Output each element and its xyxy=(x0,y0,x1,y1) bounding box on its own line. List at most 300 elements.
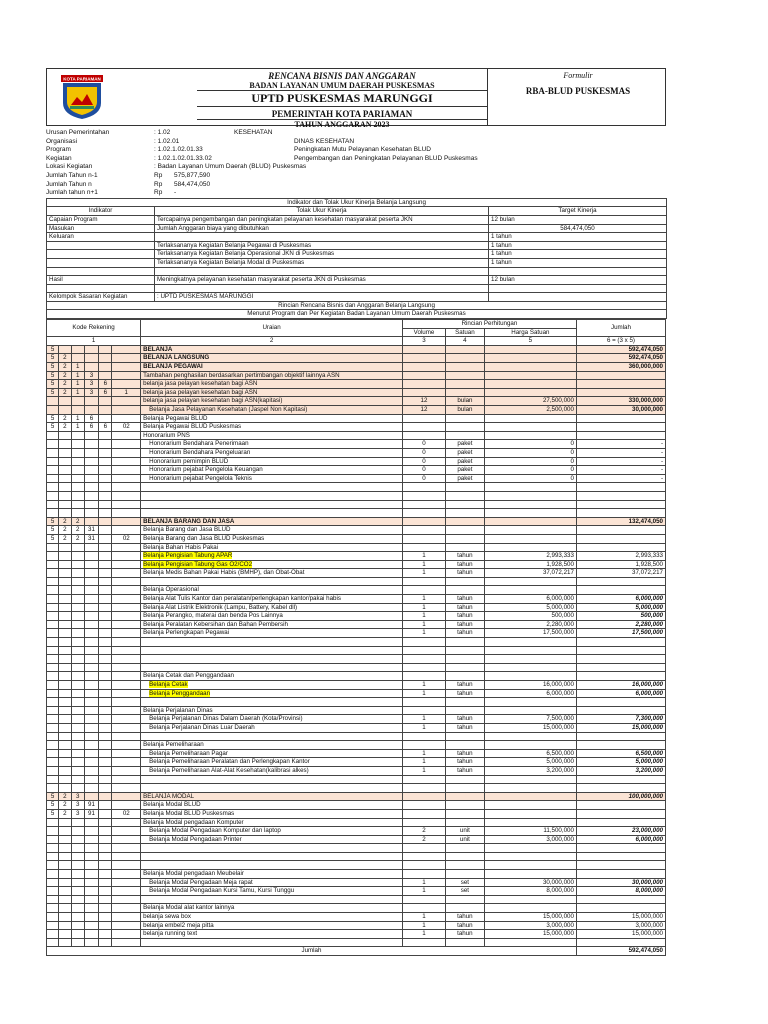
kode-cell xyxy=(112,792,141,801)
satuan-cell: unit xyxy=(445,835,484,844)
uraian-cell: Honorarium PNS xyxy=(141,431,403,440)
budget-row xyxy=(47,689,666,698)
kode-cell xyxy=(71,689,84,698)
kode-cell xyxy=(112,517,141,526)
info-desc: DINAS KESEHATAN xyxy=(294,137,355,145)
kode-cell xyxy=(112,646,141,655)
info-key: Urusan Pemerintahan xyxy=(46,129,110,136)
budget-row xyxy=(47,775,666,784)
satuan-cell: tahun xyxy=(445,689,484,698)
volume-cell xyxy=(403,431,446,440)
kode-cell xyxy=(59,775,71,784)
kode-cell xyxy=(84,517,98,526)
kode-cell xyxy=(59,749,71,758)
kode-cell xyxy=(99,689,112,698)
kode-cell xyxy=(99,612,112,621)
volume-cell: 1 xyxy=(403,887,446,896)
jumlah-cell: 500,000 xyxy=(576,612,665,621)
jumlah-header: Jumlah xyxy=(576,320,665,337)
kode-cell xyxy=(84,895,98,904)
satuan-cell xyxy=(445,414,484,423)
budget-row xyxy=(47,612,666,621)
kode-cell xyxy=(71,345,84,354)
harga-satuan-cell xyxy=(484,861,576,870)
uraian-cell xyxy=(141,500,403,509)
kode-cell xyxy=(47,595,59,604)
satuan-cell: paket xyxy=(445,466,484,475)
info-key: Lokasi Kegiatan xyxy=(46,163,93,171)
volume-cell xyxy=(403,706,446,715)
kode-cell: 5 xyxy=(47,354,59,363)
kode-cell xyxy=(47,448,59,457)
info-key: Organisasi xyxy=(46,137,78,145)
kode-cell xyxy=(112,741,141,750)
harga-satuan-cell: 30,000,000 xyxy=(484,878,576,887)
jumlah-cell: 5,000,000 xyxy=(576,758,665,767)
kode-cell xyxy=(47,457,59,466)
satuan-cell: tahun xyxy=(445,629,484,638)
kode-cell xyxy=(99,715,112,724)
jumlah-cell xyxy=(576,534,665,543)
volume-cell: 1 xyxy=(403,689,446,698)
jumlah-cell: 132,474,050 xyxy=(576,517,665,526)
kode-cell xyxy=(71,913,84,922)
harga-satuan-cell xyxy=(484,895,576,904)
kode-cell xyxy=(71,921,84,930)
kode-cell xyxy=(112,766,141,775)
volume-cell xyxy=(403,483,446,492)
kode-cell xyxy=(112,801,141,810)
kode-cell xyxy=(47,835,59,844)
kode-cell xyxy=(112,895,141,904)
uraian-cell xyxy=(141,775,403,784)
uraian-cell: Honorarium Bendahara Penerimaan xyxy=(141,440,403,449)
harga-satuan-cell xyxy=(484,483,576,492)
jumlah-cell xyxy=(576,844,665,853)
kode-cell xyxy=(112,380,141,389)
kode-cell xyxy=(71,457,84,466)
kode-cell: 2 xyxy=(59,388,71,397)
kode-cell xyxy=(71,483,84,492)
kode-cell xyxy=(99,895,112,904)
harga-satuan-cell xyxy=(484,414,576,423)
kode-cell xyxy=(84,715,98,724)
volume-cell xyxy=(403,517,446,526)
kode-cell xyxy=(99,852,112,861)
jumlah-cell: - xyxy=(576,474,665,483)
indicator-label: Hasil xyxy=(47,276,155,285)
kode-cell xyxy=(47,577,59,586)
harga-satuan-cell xyxy=(484,388,576,397)
indicator-row xyxy=(47,215,667,224)
kode-cell xyxy=(59,655,71,664)
indicator-row xyxy=(47,224,667,233)
indicator-target: 1 tahun xyxy=(489,250,667,259)
volume-cell xyxy=(403,526,446,535)
kode-cell: 5 xyxy=(47,423,59,432)
uraian-cell xyxy=(141,698,403,707)
kode-cell: 5 xyxy=(47,388,59,397)
info-value: 575,877,590 xyxy=(174,171,211,179)
satuan-cell: tahun xyxy=(445,595,484,604)
kode-cell xyxy=(71,672,84,681)
kode-cell xyxy=(99,560,112,569)
volume-cell: 0 xyxy=(403,440,446,449)
doc-agency: BADAN LAYANAN UMUM DAERAH PUSKESMAS xyxy=(249,81,435,90)
satuan-cell xyxy=(445,818,484,827)
jumlah-cell xyxy=(576,741,665,750)
budget-row xyxy=(47,749,666,758)
volume-cell xyxy=(403,500,446,509)
harga-satuan-cell xyxy=(484,655,576,664)
kode-cell xyxy=(112,509,141,518)
volume-cell: 1 xyxy=(403,766,446,775)
kode-rekening-header: Kode Rekening xyxy=(47,320,141,337)
kode-cell xyxy=(47,887,59,896)
kode-cell xyxy=(99,749,112,758)
kode-cell xyxy=(99,775,112,784)
satuan-cell: paket xyxy=(445,448,484,457)
budget-row xyxy=(47,638,666,647)
kode-cell xyxy=(59,345,71,354)
satuan-cell: tahun xyxy=(445,766,484,775)
kode-cell xyxy=(112,629,141,638)
volume-cell xyxy=(403,809,446,818)
kode-cell xyxy=(47,603,59,612)
volume-cell xyxy=(403,586,446,595)
kode-cell xyxy=(112,844,141,853)
harga-satuan-cell xyxy=(484,500,576,509)
info-row xyxy=(46,138,666,147)
volume-cell: 1 xyxy=(403,723,446,732)
jumlah-cell xyxy=(576,775,665,784)
kode-cell xyxy=(112,715,141,724)
kode-cell xyxy=(47,698,59,707)
kode-cell xyxy=(99,792,112,801)
uraian-cell xyxy=(141,483,403,492)
info-code: Rp xyxy=(154,171,163,179)
satuan-cell xyxy=(445,870,484,879)
kode-cell: 1 xyxy=(71,414,84,423)
harga-satuan-cell: 3,200,000 xyxy=(484,766,576,775)
kode-cell xyxy=(84,440,98,449)
indicator-row xyxy=(47,241,667,250)
kode-cell: 3 xyxy=(84,380,98,389)
kode-cell: 5 xyxy=(47,414,59,423)
uraian-cell: Belanja Pegawai BLUD Puskesmas xyxy=(141,423,403,432)
kode-cell xyxy=(99,363,112,372)
uraian-cell: BELANJA PEGAWAI xyxy=(141,363,403,372)
uraian-cell xyxy=(141,938,403,947)
jumlah-cell xyxy=(576,638,665,647)
col-number-2: 2 xyxy=(141,337,403,346)
budget-row xyxy=(47,629,666,638)
kode-cell xyxy=(84,483,98,492)
kode-cell xyxy=(99,801,112,810)
satuan-cell xyxy=(445,354,484,363)
kode-cell xyxy=(47,741,59,750)
kode-cell: 6 xyxy=(84,414,98,423)
indicator-table xyxy=(46,198,667,319)
kode-cell xyxy=(112,852,141,861)
kode-cell xyxy=(71,681,84,690)
indicator-target: 12 bulan xyxy=(489,276,667,285)
kode-cell xyxy=(112,483,141,492)
uraian-cell: Honorarium Bendahara Pengeluaran xyxy=(141,448,403,457)
budget-row xyxy=(47,895,666,904)
uraian-cell: Belanja Modal pengadaan Komputer xyxy=(141,818,403,827)
uraian-cell: Belanja Pegawai BLUD xyxy=(141,414,403,423)
info-row xyxy=(46,163,666,172)
budget-row xyxy=(47,715,666,724)
satuan-cell xyxy=(445,577,484,586)
kode-cell xyxy=(112,749,141,758)
budget-table xyxy=(46,319,666,956)
harga-satuan-cell: 15,000,000 xyxy=(484,930,576,939)
kode-cell xyxy=(84,577,98,586)
satuan-cell xyxy=(445,388,484,397)
indicator-measure: Terlaksananya Kegiatan Belanja Pegawai di Puskesmas xyxy=(155,241,489,250)
kode-cell: 1 xyxy=(71,423,84,432)
kode-cell xyxy=(59,646,71,655)
harga-satuan-cell xyxy=(484,870,576,879)
volume-cell xyxy=(403,646,446,655)
kode-cell xyxy=(112,569,141,578)
kode-cell xyxy=(112,861,141,870)
budget-row xyxy=(47,784,666,793)
info-desc: KESEHATAN xyxy=(234,129,273,136)
kode-cell xyxy=(99,741,112,750)
harga-satuan-cell xyxy=(484,904,576,913)
budget-row xyxy=(47,646,666,655)
jumlah-cell: 592,474,050 xyxy=(576,345,665,354)
satuan-cell: paket xyxy=(445,440,484,449)
volume-cell xyxy=(403,870,446,879)
harga-satuan-cell xyxy=(484,526,576,535)
harga-satuan-cell xyxy=(484,543,576,552)
kode-cell xyxy=(71,758,84,767)
kode-cell xyxy=(112,345,141,354)
kode-cell xyxy=(112,354,141,363)
kode-cell xyxy=(84,491,98,500)
budget-row xyxy=(47,431,666,440)
indicator-measure: Terlaksananya Kegiatan Belanja Modal di Puskesmas xyxy=(155,258,489,267)
satuan-cell xyxy=(445,895,484,904)
volume-cell xyxy=(403,354,446,363)
kode-cell: 6 xyxy=(99,388,112,397)
kode-cell xyxy=(112,466,141,475)
jumlah-cell xyxy=(576,371,665,380)
satuan-cell xyxy=(445,663,484,672)
kode-cell xyxy=(112,913,141,922)
kode-cell xyxy=(47,483,59,492)
kode-cell xyxy=(47,646,59,655)
kode-cell xyxy=(84,397,98,406)
info-key: Jumlah Tahun n-1 xyxy=(46,171,98,179)
kode-cell xyxy=(84,457,98,466)
kode-cell xyxy=(59,895,71,904)
kode-cell xyxy=(59,612,71,621)
tolak-ukur-col-header: Tolak Ukur Kinerja xyxy=(155,207,489,216)
kode-cell xyxy=(47,543,59,552)
kode-cell xyxy=(47,818,59,827)
satuan-cell: set xyxy=(445,887,484,896)
uraian-cell: Belanja Modal alat kantor lainnya xyxy=(141,904,403,913)
kode-cell xyxy=(99,930,112,939)
kode-cell xyxy=(59,921,71,930)
kode-cell xyxy=(71,612,84,621)
kode-cell xyxy=(112,612,141,621)
satuan-cell: tahun xyxy=(445,913,484,922)
indicator-row xyxy=(47,233,667,242)
kode-cell xyxy=(99,732,112,741)
kode-cell xyxy=(59,491,71,500)
uraian-cell: Honorarium pejabat Pengelola Teknis xyxy=(141,474,403,483)
volume-cell: 2 xyxy=(403,827,446,836)
kode-cell: 2 xyxy=(59,792,71,801)
kode-cell xyxy=(99,921,112,930)
doc-year: TAHUN ANGGARAN 2023 xyxy=(197,119,487,129)
jumlah-cell: 592,474,050 xyxy=(576,354,665,363)
budget-row xyxy=(47,603,666,612)
kode-cell xyxy=(99,586,112,595)
kode-cell: 91 xyxy=(84,801,98,810)
jumlah-cell xyxy=(576,706,665,715)
kode-cell xyxy=(47,689,59,698)
kode-cell xyxy=(71,827,84,836)
volume-cell: 0 xyxy=(403,466,446,475)
info-code: : 1.02 xyxy=(154,129,171,136)
kode-cell: 3 xyxy=(84,388,98,397)
kode-cell xyxy=(59,689,71,698)
kode-cell xyxy=(59,706,71,715)
uraian-cell: Belanja Modal Pengadaan Printer xyxy=(141,835,403,844)
kode-cell: 2 xyxy=(59,801,71,810)
kode-cell xyxy=(71,655,84,664)
kode-cell xyxy=(112,835,141,844)
kode-cell: 1 xyxy=(112,388,141,397)
kode-cell xyxy=(84,672,98,681)
indicator-target: 1 tahun xyxy=(489,233,667,242)
satuan-cell xyxy=(445,534,484,543)
kode-cell xyxy=(112,921,141,930)
uraian-cell: belanja embel2 meja pitta xyxy=(141,921,403,930)
satuan-cell xyxy=(445,380,484,389)
kode-cell xyxy=(84,878,98,887)
uraian-cell xyxy=(141,560,403,569)
budget-row xyxy=(47,423,666,432)
kode-cell xyxy=(47,930,59,939)
budget-row xyxy=(47,663,666,672)
budget-row xyxy=(47,723,666,732)
jumlah-cell: 37,072,217 xyxy=(576,569,665,578)
kode-cell xyxy=(84,638,98,647)
satuan-cell xyxy=(445,672,484,681)
kode-cell xyxy=(112,930,141,939)
kode-cell xyxy=(47,509,59,518)
kode-cell xyxy=(112,603,141,612)
uraian-cell xyxy=(141,577,403,586)
harga-satuan-cell xyxy=(484,354,576,363)
budget-row xyxy=(47,406,666,415)
indicator-measure: : UPTD PUSKESMAS MARUNGGI xyxy=(155,293,489,302)
volume-cell: 1 xyxy=(403,878,446,887)
kode-cell xyxy=(112,904,141,913)
uraian-cell: belanja running text xyxy=(141,930,403,939)
budget-row xyxy=(47,801,666,810)
jumlah-cell xyxy=(576,509,665,518)
kode-cell xyxy=(112,638,141,647)
kode-cell xyxy=(84,569,98,578)
satuan-cell: set xyxy=(445,878,484,887)
budget-row xyxy=(47,509,666,518)
kode-cell xyxy=(59,827,71,836)
kode-cell xyxy=(84,620,98,629)
kode-cell xyxy=(99,878,112,887)
kode-cell xyxy=(112,681,141,690)
satuan-cell: tahun xyxy=(445,758,484,767)
jumlah-cell xyxy=(576,870,665,879)
harga-satuan-cell xyxy=(484,844,576,853)
uraian-cell: Belanja Barang dan Jasa BLUD Puskesmas xyxy=(141,534,403,543)
kode-cell: 5 xyxy=(47,526,59,535)
jumlah-cell xyxy=(576,852,665,861)
kode-cell xyxy=(47,620,59,629)
satuan-cell xyxy=(445,852,484,861)
uraian-cell xyxy=(141,784,403,793)
kode-cell: 2 xyxy=(71,526,84,535)
uraian-cell: belanja sewa box xyxy=(141,913,403,922)
kode-cell xyxy=(84,500,98,509)
kode-cell xyxy=(99,913,112,922)
harga-satuan-cell xyxy=(484,491,576,500)
satuan-cell xyxy=(445,938,484,947)
harga-satuan-cell xyxy=(484,938,576,947)
kode-cell xyxy=(71,500,84,509)
budget-row xyxy=(47,741,666,750)
satuan-cell xyxy=(445,861,484,870)
volume-cell: 1 xyxy=(403,560,446,569)
kode-cell: 91 xyxy=(84,809,98,818)
jumlah-cell xyxy=(576,663,665,672)
kode-cell xyxy=(47,431,59,440)
volume-cell xyxy=(403,938,446,947)
jumlah-cell xyxy=(576,431,665,440)
kode-cell xyxy=(59,603,71,612)
kode-cell xyxy=(71,577,84,586)
kode-cell xyxy=(84,474,98,483)
kode-cell xyxy=(59,852,71,861)
kode-cell xyxy=(59,672,71,681)
kode-cell xyxy=(84,345,98,354)
budget-row xyxy=(47,844,666,853)
info-row xyxy=(46,146,666,155)
kode-cell xyxy=(59,448,71,457)
harga-satuan-cell: 2,280,000 xyxy=(484,620,576,629)
form-label: Formulir xyxy=(563,71,593,80)
volume-cell xyxy=(403,844,446,853)
kode-cell xyxy=(99,887,112,896)
uraian-cell: Belanja Modal pengadaan Meubelair xyxy=(141,870,403,879)
uraian-cell: Belanja Jasa Pelayanan Kesehatan (Jaspel Non Kapitasi) xyxy=(141,406,403,415)
kode-cell xyxy=(112,784,141,793)
total-value: 592,474,050 xyxy=(576,947,665,956)
info-row xyxy=(46,189,666,198)
jumlah-cell xyxy=(576,423,665,432)
budget-row xyxy=(47,457,666,466)
budget-row xyxy=(47,766,666,775)
jumlah-cell: 2,280,000 xyxy=(576,620,665,629)
